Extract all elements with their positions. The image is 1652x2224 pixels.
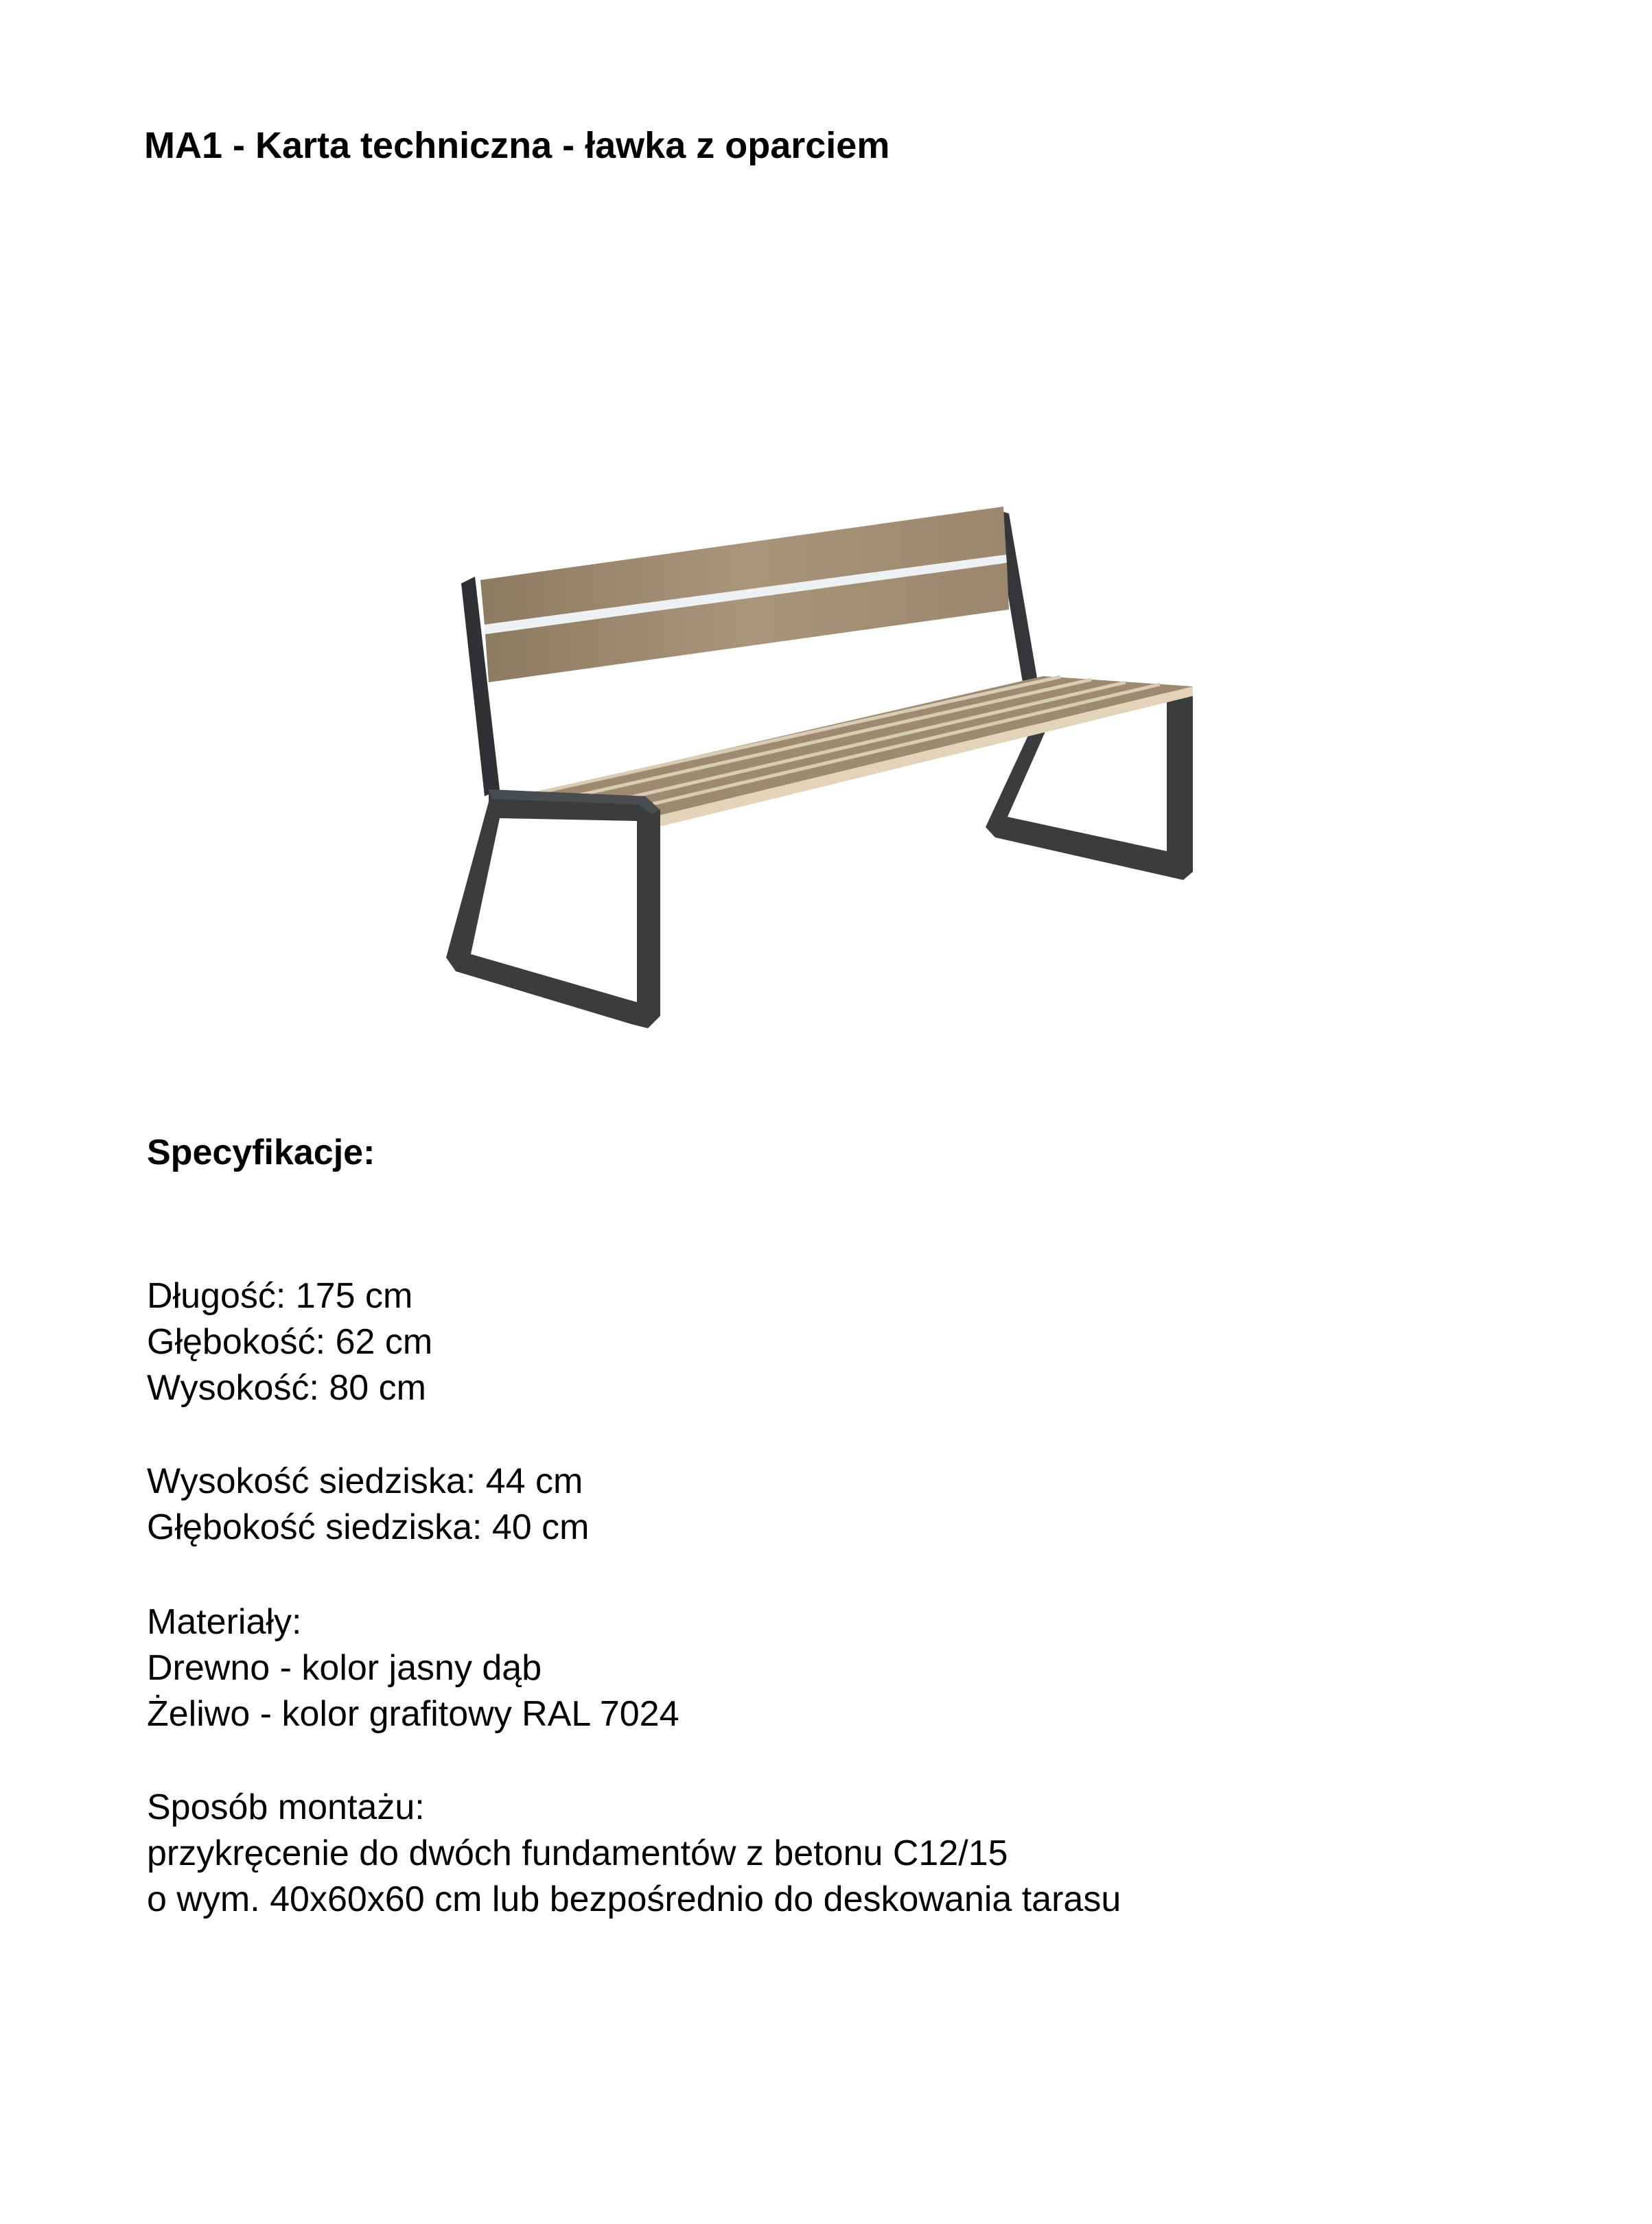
- material-cast-iron: Żeliwo - kolor grafitowy RAL 7024: [147, 1694, 679, 1734]
- materials-list: [147, 1599, 679, 1737]
- spec-seat-depth: Głębokość siedziska: 40 cm: [147, 1507, 590, 1547]
- mounting-label: Sposób montażu:: [147, 1787, 425, 1827]
- mounting-line-2: o wym. 40x60x60 cm lub bezpośrednio do deskowania tarasu: [147, 1879, 1121, 1919]
- material-wood: Drewno - kolor jasny dąb: [147, 1648, 542, 1688]
- left-leg-frame: [446, 789, 660, 1028]
- spec-seat-height: Wysokość siedziska: 44 cm: [147, 1461, 583, 1501]
- spec-length: Długość: 175 cm: [147, 1276, 413, 1316]
- bench-illustration-icon: [412, 480, 1235, 1057]
- seat-dimensions-list: [147, 1459, 590, 1551]
- spec-height: Wysokość: 80 cm: [147, 1368, 426, 1408]
- materials-label: Materiały:: [147, 1602, 302, 1642]
- specifications-heading: Specyfikacje:: [147, 1133, 375, 1172]
- mounting-line-1: przykręcenie do dwóch fundamentów z betonu C12/15: [147, 1833, 1008, 1873]
- dimensions-list: [147, 1273, 432, 1411]
- document-title: MA1 - Karta techniczna - ławka z oparciem: [144, 125, 890, 166]
- mounting-section: [147, 1785, 1121, 1923]
- spec-depth: Głębokość: 62 cm: [147, 1322, 433, 1362]
